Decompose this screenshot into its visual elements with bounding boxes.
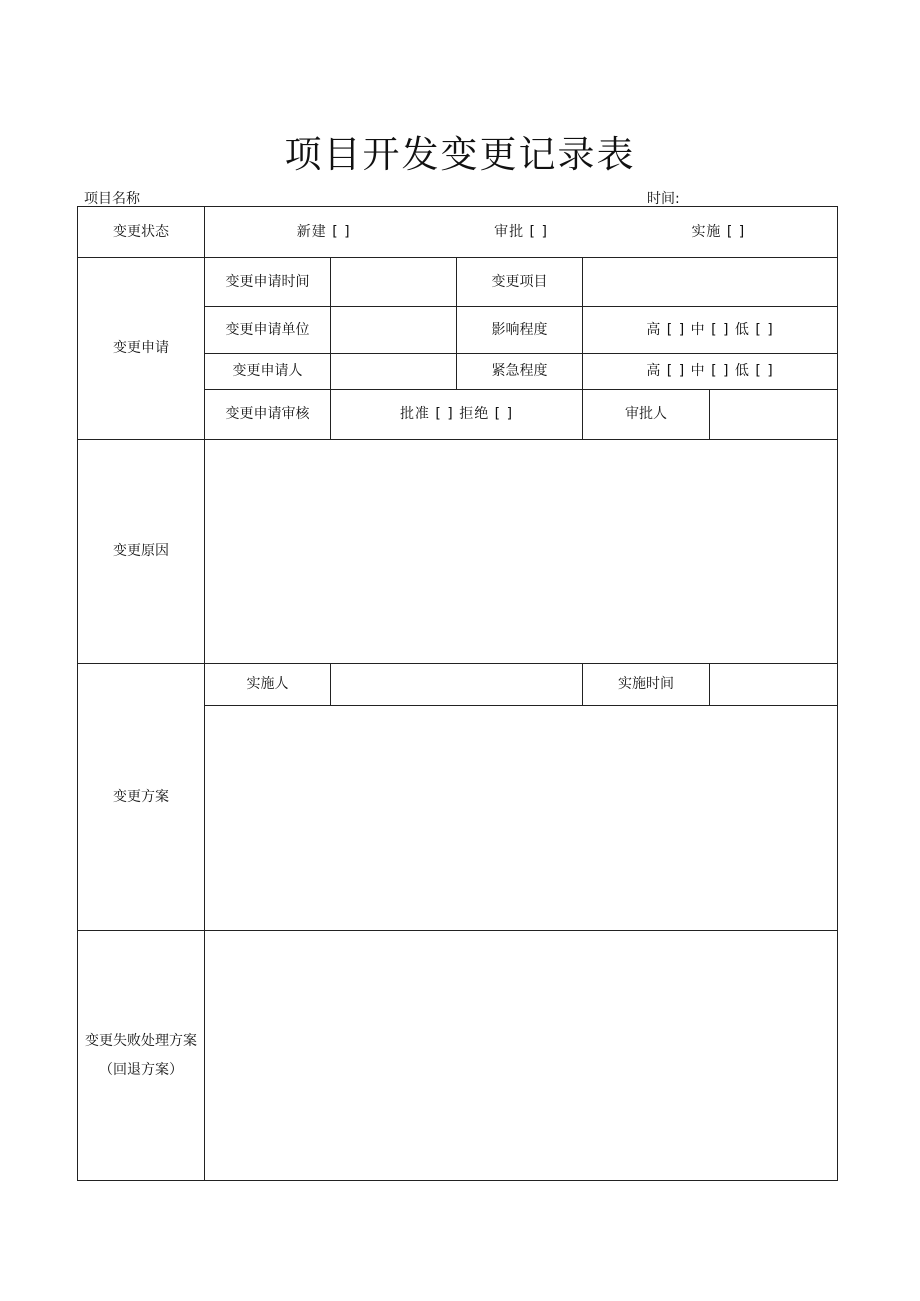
implementer-field[interactable] (331, 664, 583, 706)
change-item-label: 变更项目 (457, 258, 583, 307)
plan-label: 变更方案 (78, 664, 205, 931)
urgency-label: 紧急程度 (457, 354, 583, 390)
rollback-row (78, 931, 838, 1181)
status-options-cell (205, 207, 838, 258)
implementer-label: 实施人 (205, 664, 331, 706)
status-option-approval[interactable]: 审批 [ ] (494, 223, 548, 240)
reason-field[interactable] (205, 440, 838, 664)
time-label: 时间: (647, 191, 680, 207)
impl-time-field[interactable] (710, 664, 838, 706)
impact-options[interactable]: 高 [ ] 中 [ ] 低 [ ] (583, 307, 838, 354)
status-option-new[interactable]: 新建 [ ] (296, 223, 351, 240)
rollback-label-line1: 变更失败处理方案 (85, 1033, 197, 1050)
application-time-field[interactable] (331, 258, 457, 307)
approver-field[interactable] (710, 390, 838, 440)
rollback-field[interactable] (205, 931, 838, 1181)
impact-label: 影响程度 (457, 307, 583, 354)
approver-label: 审批人 (583, 390, 710, 440)
rollback-label-line2: （回退方案） (99, 1061, 183, 1078)
impl-time-label: 实施时间 (583, 664, 710, 706)
status-row (78, 207, 838, 258)
rollback-label (78, 931, 205, 1181)
plan-row-1 (78, 664, 838, 706)
application-unit-field[interactable] (331, 307, 457, 354)
status-label: 变更状态 (78, 207, 205, 258)
reason-label: 变更原因 (78, 440, 205, 664)
applicant-label: 变更申请人 (205, 354, 331, 390)
urgency-options[interactable]: 高 [ ] 中 [ ] 低 [ ] (583, 354, 838, 390)
application-time-label: 变更申请时间 (205, 258, 331, 307)
reason-row (78, 440, 838, 664)
review-options[interactable]: 批准 [ ] 拒绝 [ ] (331, 390, 583, 440)
status-option-implement[interactable]: 实施 [ ] (691, 223, 746, 240)
application-row-1 (78, 258, 838, 307)
applicant-field[interactable] (331, 354, 457, 390)
application-unit-label: 变更申请单位 (205, 307, 331, 354)
application-section-label: 变更申请 (78, 258, 205, 440)
review-label: 变更申请审核 (205, 390, 331, 440)
page-title: 项目开发变更记录表 (284, 133, 636, 176)
change-record-form (77, 206, 838, 1181)
plan-field[interactable] (205, 706, 838, 931)
project-name-label: 项目名称 (84, 191, 140, 207)
change-item-field[interactable] (583, 258, 838, 307)
